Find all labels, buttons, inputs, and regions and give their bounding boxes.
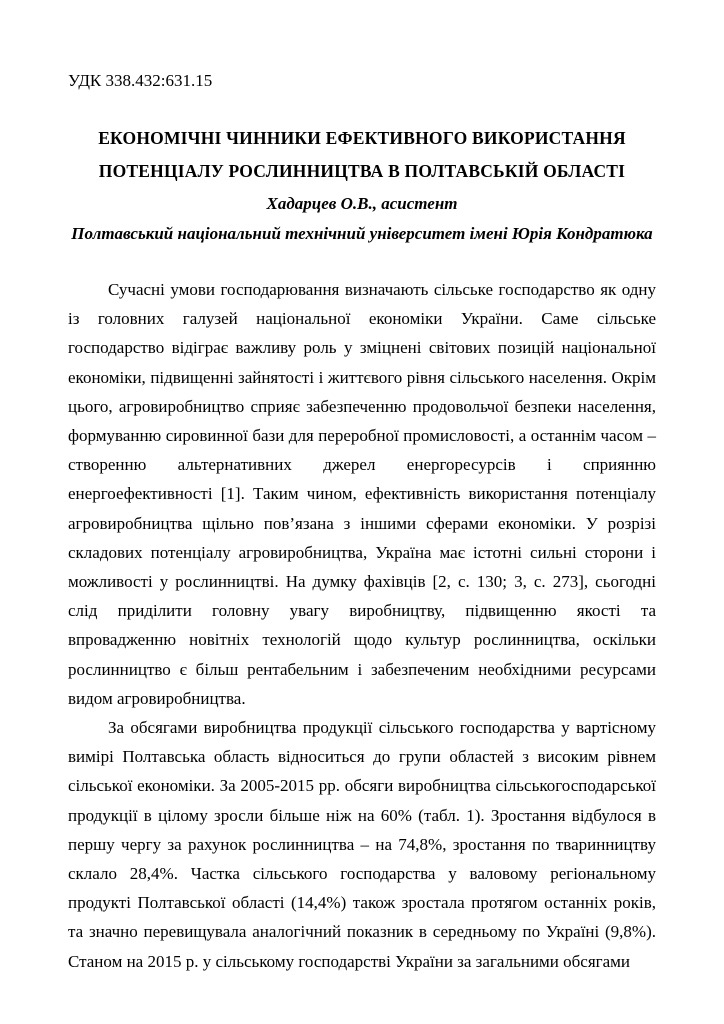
affiliation-line: Полтавський національний технічний університет імені Юрія Кондратюка bbox=[71, 224, 653, 243]
article-title-line-2: ПОТЕНЦІАЛУ РОСЛИННИЦТВА В ПОЛТАВСЬКІЙ ОБЛАСТІ bbox=[98, 161, 626, 181]
article-title bbox=[68, 122, 656, 188]
udc-code: УДК 338.432:631.15 bbox=[68, 71, 213, 90]
body-paragraph-1: Сучасні умови господарювання визначають сільське господарство як одну із головних галузей національної економіки України. Саме сільське господарство відіграє важливу роль у зміцнені світових позицій національної економіки, підвищенні зайнятості і життєвого рівня сільського населення. Окрім цього, агровиробництво сприяє забезпеченню продовольчої безпеки населення, формуванню сировинної бази для переробної промисловості, а останнім часом – створенню альтернативних джерел енергоресурсів і сприянню енергоефективності [1]. Таким чином, ефективність використання потенціалу агровиробництва щільно пов’язана з іншими сферами економіки. У розрізі складових потенціалу агровиробництва, Україна має істотні сильні сторони і можливості у рослинництві. На думку фахівців [2, с. 130; 3, с. 273], сьогодні слід приділити головну увагу виробництву, підвищенню якості та впровадженню новітніх технологій щодо культур рослинництва, оскільки рослинництво є більш рентабельним і забезпеченим необхідними ресурсами видом агровиробництва. bbox=[68, 280, 656, 708]
body-paragraph-2: За обсягами виробництва продукції сільського господарства у вартісному вимірі Полтавська область відноситься до групи областей з високим рівнем сільської економіки. За 2005-2015 рр. обсяги виробництва сільськогосподарської продукції в цілому зросли більше ніж на 60% (табл. 1). Зростання відбулося в першу чергу за рахунок рослинництва – на 74,8%, зростання по тваринництву склало 28,4%. Частка сільського господарства у валовому регіональному продукті Полтавської області (14,4%) також зростала протягом останніх років, та значно перевищувала аналогічний показник в середньому по Україні (9,8%). Станом на 2015 р. у сільському господарстві України за загальними обсягами bbox=[68, 718, 656, 971]
author-line: Хадарцев О.В., асистент bbox=[266, 194, 458, 213]
article-title-line-1: ЕКОНОМІЧНІ ЧИННИКИ ЕФЕКТИВНОГО ВИКОРИСТАННЯ bbox=[98, 128, 626, 148]
article-body bbox=[68, 275, 656, 976]
